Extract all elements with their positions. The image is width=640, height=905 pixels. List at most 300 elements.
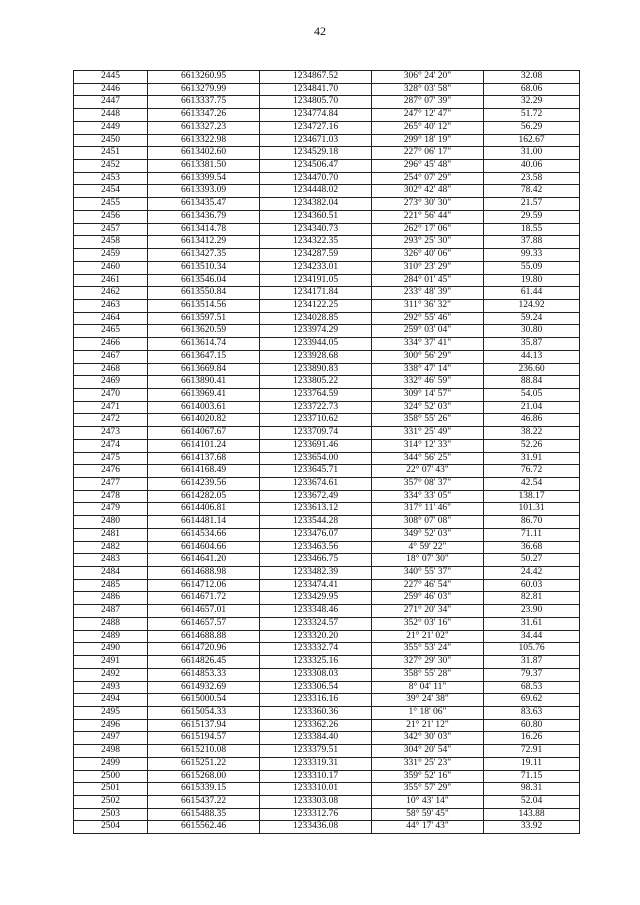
x-coordinate-cell: 6613647.15 [148, 350, 260, 363]
x-coordinate-cell: 6613435.47 [148, 198, 260, 211]
distance-cell: 24.42 [484, 567, 580, 580]
distance-cell: 56.29 [484, 121, 580, 134]
point-number-cell: 2504 [74, 821, 148, 834]
distance-cell: 31.91 [484, 452, 580, 465]
distance-cell: 60.03 [484, 579, 580, 592]
point-number-cell: 2473 [74, 427, 148, 440]
point-number-cell: 2487 [74, 605, 148, 618]
x-coordinate-cell: 6614688.98 [148, 567, 260, 580]
distance-cell: 46.86 [484, 414, 580, 427]
bearing-cell: 259° 03' 04" [372, 325, 484, 338]
point-number-cell: 2495 [74, 706, 148, 719]
x-coordinate-cell: 6615339.15 [148, 783, 260, 796]
y-coordinate-cell: 1234382.04 [260, 198, 372, 211]
x-coordinate-cell: 6613402.60 [148, 147, 260, 160]
point-number-cell: 2498 [74, 745, 148, 758]
table-row [74, 134, 580, 147]
distance-cell: 50.27 [484, 554, 580, 567]
distance-cell: 40.06 [484, 160, 580, 173]
table-row [74, 121, 580, 134]
y-coordinate-cell: 1233944.05 [260, 338, 372, 351]
distance-cell: 82.81 [484, 592, 580, 605]
distance-cell: 19.80 [484, 274, 580, 287]
bearing-cell: 304° 20' 54" [372, 745, 484, 758]
y-coordinate-cell: 1234340.73 [260, 223, 372, 236]
bearing-cell: 344° 56' 25" [372, 452, 484, 465]
distance-cell: 37.88 [484, 236, 580, 249]
x-coordinate-cell: 6614239.56 [148, 478, 260, 491]
table-row [74, 350, 580, 363]
x-coordinate-cell: 6613327.23 [148, 121, 260, 134]
y-coordinate-cell: 1233482.39 [260, 567, 372, 580]
distance-cell: 88.84 [484, 376, 580, 389]
x-coordinate-cell: 6614003.61 [148, 401, 260, 414]
table-row [74, 592, 580, 605]
y-coordinate-cell: 1234191.05 [260, 274, 372, 287]
table-row [74, 71, 580, 84]
x-coordinate-cell: 6613620.59 [148, 325, 260, 338]
bearing-cell: 309° 14' 57" [372, 388, 484, 401]
distance-cell: 21.04 [484, 401, 580, 414]
table-row [74, 147, 580, 160]
bearing-cell: 8° 04' 11" [372, 681, 484, 694]
distance-cell: 143.88 [484, 808, 580, 821]
x-coordinate-cell: 6615000.54 [148, 694, 260, 707]
point-number-cell: 2453 [74, 172, 148, 185]
bearing-cell: 265° 40' 12" [372, 121, 484, 134]
y-coordinate-cell: 1234448.02 [260, 185, 372, 198]
table-row [74, 821, 580, 834]
point-number-cell: 2479 [74, 503, 148, 516]
table-row [74, 160, 580, 173]
bearing-cell: 310° 23' 29" [372, 261, 484, 274]
bearing-cell: 284° 01' 45" [372, 274, 484, 287]
table-row [74, 732, 580, 745]
y-coordinate-cell: 1234233.01 [260, 261, 372, 274]
y-coordinate-cell: 1233348.46 [260, 605, 372, 618]
x-coordinate-cell: 6613597.51 [148, 312, 260, 325]
y-coordinate-cell: 1234322.35 [260, 236, 372, 249]
table-row [74, 719, 580, 732]
bearing-cell: 328° 03' 58" [372, 83, 484, 96]
table-row [74, 694, 580, 707]
x-coordinate-cell: 6613279.99 [148, 83, 260, 96]
point-number-cell: 2461 [74, 274, 148, 287]
distance-cell: 236.60 [484, 363, 580, 376]
distance-cell: 68.53 [484, 681, 580, 694]
point-number-cell: 2485 [74, 579, 148, 592]
distance-cell: 44.13 [484, 350, 580, 363]
distance-cell: 76.72 [484, 465, 580, 478]
bearing-cell: 4° 59' 22" [372, 541, 484, 554]
bearing-cell: 22° 07' 43" [372, 465, 484, 478]
bearing-cell: 296° 45' 48" [372, 160, 484, 173]
table-row [74, 656, 580, 669]
distance-cell: 124.92 [484, 299, 580, 312]
bearing-cell: 326° 40' 06" [372, 249, 484, 262]
distance-cell: 54.05 [484, 388, 580, 401]
bearing-cell: 18° 07' 30" [372, 554, 484, 567]
distance-cell: 19.11 [484, 757, 580, 770]
distance-cell: 16.26 [484, 732, 580, 745]
point-number-cell: 2450 [74, 134, 148, 147]
distance-cell: 83.63 [484, 706, 580, 719]
point-number-cell: 2478 [74, 490, 148, 503]
point-number-cell: 2502 [74, 795, 148, 808]
distance-cell: 105.76 [484, 643, 580, 656]
distance-cell: 60.80 [484, 719, 580, 732]
bearing-cell: 311° 36' 32" [372, 299, 484, 312]
x-coordinate-cell: 6614657.01 [148, 605, 260, 618]
table-row [74, 795, 580, 808]
x-coordinate-cell: 6615210.08 [148, 745, 260, 758]
point-number-cell: 2467 [74, 350, 148, 363]
bearing-cell: 10° 43' 14" [372, 795, 484, 808]
point-number-cell: 2501 [74, 783, 148, 796]
point-number-cell: 2464 [74, 312, 148, 325]
y-coordinate-cell: 1233974.29 [260, 325, 372, 338]
x-coordinate-cell: 6614168.49 [148, 465, 260, 478]
table-row [74, 554, 580, 567]
bearing-cell: 332° 46' 59" [372, 376, 484, 389]
y-coordinate-cell: 1234867.52 [260, 71, 372, 84]
point-number-cell: 2452 [74, 160, 148, 173]
distance-cell: 68.06 [484, 83, 580, 96]
distance-cell: 29.59 [484, 210, 580, 223]
x-coordinate-cell: 6613393.09 [148, 185, 260, 198]
x-coordinate-cell: 6614826.45 [148, 656, 260, 669]
y-coordinate-cell: 1233379.51 [260, 745, 372, 758]
y-coordinate-cell: 1233466.75 [260, 554, 372, 567]
point-number-cell: 2459 [74, 249, 148, 262]
coordinates-table [73, 70, 580, 834]
table-row [74, 465, 580, 478]
point-number-cell: 2488 [74, 617, 148, 630]
table-row [74, 681, 580, 694]
distance-cell: 36.68 [484, 541, 580, 554]
distance-cell: 32.08 [484, 71, 580, 84]
y-coordinate-cell: 1233384.40 [260, 732, 372, 745]
point-number-cell: 2481 [74, 528, 148, 541]
y-coordinate-cell: 1234774.84 [260, 109, 372, 122]
distance-cell: 21.57 [484, 198, 580, 211]
y-coordinate-cell: 1234171.84 [260, 287, 372, 300]
x-coordinate-cell: 6613890.41 [148, 376, 260, 389]
bearing-cell: 292° 55' 46" [372, 312, 484, 325]
x-coordinate-cell: 6613514.56 [148, 299, 260, 312]
bearing-cell: 358° 55' 26" [372, 414, 484, 427]
x-coordinate-cell: 6614101.24 [148, 439, 260, 452]
distance-cell: 71.11 [484, 528, 580, 541]
bearing-cell: 58° 59' 45" [372, 808, 484, 821]
distance-cell: 162.67 [484, 134, 580, 147]
x-coordinate-cell: 6614853.33 [148, 668, 260, 681]
y-coordinate-cell: 1233805.22 [260, 376, 372, 389]
table-row [74, 503, 580, 516]
point-number-cell: 2483 [74, 554, 148, 567]
y-coordinate-cell: 1233544.28 [260, 516, 372, 529]
distance-cell: 69.62 [484, 694, 580, 707]
point-number-cell: 2471 [74, 401, 148, 414]
x-coordinate-cell: 6614406.81 [148, 503, 260, 516]
x-coordinate-cell: 6614282.05 [148, 490, 260, 503]
y-coordinate-cell: 1234028.85 [260, 312, 372, 325]
y-coordinate-cell: 1233474.41 [260, 579, 372, 592]
point-number-cell: 2468 [74, 363, 148, 376]
bearing-cell: 299° 18' 19" [372, 134, 484, 147]
y-coordinate-cell: 1234805.70 [260, 96, 372, 109]
point-number-cell: 2486 [74, 592, 148, 605]
x-coordinate-cell: 6614604.66 [148, 541, 260, 554]
table-row [74, 261, 580, 274]
bearing-cell: 287° 07' 39" [372, 96, 484, 109]
bearing-cell: 21° 21' 12" [372, 719, 484, 732]
table-row [74, 668, 580, 681]
y-coordinate-cell: 1233710.62 [260, 414, 372, 427]
table-row [74, 757, 580, 770]
distance-cell: 31.61 [484, 617, 580, 630]
x-coordinate-cell: 6613347.26 [148, 109, 260, 122]
table-row [74, 579, 580, 592]
bearing-cell: 357° 08' 37" [372, 478, 484, 491]
y-coordinate-cell: 1234470.70 [260, 172, 372, 185]
table-row [74, 249, 580, 262]
y-coordinate-cell: 1233320.20 [260, 630, 372, 643]
distance-cell: 101.31 [484, 503, 580, 516]
bearing-cell: 300° 56' 29" [372, 350, 484, 363]
distance-cell: 51.72 [484, 109, 580, 122]
distance-cell: 52.26 [484, 439, 580, 452]
bearing-cell: 302° 42' 48" [372, 185, 484, 198]
point-number-cell: 2465 [74, 325, 148, 338]
distance-cell: 59.24 [484, 312, 580, 325]
point-number-cell: 2457 [74, 223, 148, 236]
bearing-cell: 327° 29' 30" [372, 656, 484, 669]
point-number-cell: 2484 [74, 567, 148, 580]
table-row [74, 630, 580, 643]
table-row [74, 338, 580, 351]
y-coordinate-cell: 1233654.00 [260, 452, 372, 465]
x-coordinate-cell: 6615562.46 [148, 821, 260, 834]
y-coordinate-cell: 1233362.26 [260, 719, 372, 732]
point-number-cell: 2449 [74, 121, 148, 134]
distance-cell: 138.17 [484, 490, 580, 503]
y-coordinate-cell: 1233722.73 [260, 401, 372, 414]
bearing-cell: 227° 46' 54" [372, 579, 484, 592]
y-coordinate-cell: 1233645.71 [260, 465, 372, 478]
x-coordinate-cell: 6613322.98 [148, 134, 260, 147]
bearing-cell: 324° 52' 03" [372, 401, 484, 414]
bearing-cell: 340° 55' 37" [372, 567, 484, 580]
point-number-cell: 2447 [74, 96, 148, 109]
x-coordinate-cell: 6614932.69 [148, 681, 260, 694]
x-coordinate-cell: 6614720.96 [148, 643, 260, 656]
bearing-cell: 39° 24' 38" [372, 694, 484, 707]
y-coordinate-cell: 1234506.47 [260, 160, 372, 173]
x-coordinate-cell: 6614020.82 [148, 414, 260, 427]
table-row [74, 325, 580, 338]
table-row [74, 388, 580, 401]
y-coordinate-cell: 1233306.54 [260, 681, 372, 694]
table-row [74, 172, 580, 185]
distance-cell: 31.00 [484, 147, 580, 160]
x-coordinate-cell: 6615268.00 [148, 770, 260, 783]
coordinates-table-body [74, 71, 580, 834]
table-row [74, 198, 580, 211]
y-coordinate-cell: 1233360.36 [260, 706, 372, 719]
bearing-cell: 259° 46' 03" [372, 592, 484, 605]
bearing-cell: 273° 30' 30" [372, 198, 484, 211]
x-coordinate-cell: 6614671.72 [148, 592, 260, 605]
x-coordinate-cell: 6613381.50 [148, 160, 260, 173]
point-number-cell: 2491 [74, 656, 148, 669]
point-number-cell: 2482 [74, 541, 148, 554]
point-number-cell: 2456 [74, 210, 148, 223]
y-coordinate-cell: 1233312.76 [260, 808, 372, 821]
table-row [74, 706, 580, 719]
y-coordinate-cell: 1233764.59 [260, 388, 372, 401]
bearing-cell: 21° 21' 02" [372, 630, 484, 643]
bearing-cell: 359° 52' 16" [372, 770, 484, 783]
y-coordinate-cell: 1233613.12 [260, 503, 372, 516]
distance-cell: 71.15 [484, 770, 580, 783]
distance-cell: 79.37 [484, 668, 580, 681]
distance-cell: 30.80 [484, 325, 580, 338]
y-coordinate-cell: 1233928.68 [260, 350, 372, 363]
table-row [74, 770, 580, 783]
point-number-cell: 2496 [74, 719, 148, 732]
table-row [74, 223, 580, 236]
x-coordinate-cell: 6614641.20 [148, 554, 260, 567]
x-coordinate-cell: 6615137.94 [148, 719, 260, 732]
table-row [74, 783, 580, 796]
point-number-cell: 2448 [74, 109, 148, 122]
distance-cell: 55.09 [484, 261, 580, 274]
y-coordinate-cell: 1233476.07 [260, 528, 372, 541]
point-number-cell: 2475 [74, 452, 148, 465]
table-row [74, 643, 580, 656]
x-coordinate-cell: 6613436.79 [148, 210, 260, 223]
x-coordinate-cell: 6614712.06 [148, 579, 260, 592]
bearing-cell: 221° 56' 44" [372, 210, 484, 223]
table-row [74, 605, 580, 618]
x-coordinate-cell: 6613614.74 [148, 338, 260, 351]
table-row [74, 567, 580, 580]
table-row [74, 287, 580, 300]
table-row [74, 210, 580, 223]
x-coordinate-cell: 6615054.33 [148, 706, 260, 719]
distance-cell: 23.58 [484, 172, 580, 185]
distance-cell: 38.22 [484, 427, 580, 440]
x-coordinate-cell: 6614534.66 [148, 528, 260, 541]
bearing-cell: 358° 55' 28" [372, 668, 484, 681]
x-coordinate-cell: 6613399.54 [148, 172, 260, 185]
x-coordinate-cell: 6613969.41 [148, 388, 260, 401]
point-number-cell: 2446 [74, 83, 148, 96]
y-coordinate-cell: 1233310.01 [260, 783, 372, 796]
bearing-cell: 338° 47' 14" [372, 363, 484, 376]
bearing-cell: 342° 30' 03" [372, 732, 484, 745]
distance-cell: 34.44 [484, 630, 580, 643]
point-number-cell: 2466 [74, 338, 148, 351]
y-coordinate-cell: 1233436.08 [260, 821, 372, 834]
table-row [74, 109, 580, 122]
x-coordinate-cell: 6613510.34 [148, 261, 260, 274]
point-number-cell: 2469 [74, 376, 148, 389]
table-row [74, 528, 580, 541]
y-coordinate-cell: 1233319.31 [260, 757, 372, 770]
x-coordinate-cell: 6614657.57 [148, 617, 260, 630]
distance-cell: 32.29 [484, 96, 580, 109]
point-number-cell: 2492 [74, 668, 148, 681]
y-coordinate-cell: 1233429.95 [260, 592, 372, 605]
bearing-cell: 308° 07' 08" [372, 516, 484, 529]
x-coordinate-cell: 6615194.57 [148, 732, 260, 745]
bearing-cell: 306° 24' 20" [372, 71, 484, 84]
table-row [74, 745, 580, 758]
y-coordinate-cell: 1233316.16 [260, 694, 372, 707]
table-row [74, 478, 580, 491]
y-coordinate-cell: 1233890.83 [260, 363, 372, 376]
y-coordinate-cell: 1233324.57 [260, 617, 372, 630]
bearing-cell: 227° 06' 17" [372, 147, 484, 160]
y-coordinate-cell: 1233332.74 [260, 643, 372, 656]
y-coordinate-cell: 1233691.46 [260, 439, 372, 452]
bearing-cell: 352° 03' 16" [372, 617, 484, 630]
distance-cell: 18.55 [484, 223, 580, 236]
distance-cell: 99.33 [484, 249, 580, 262]
x-coordinate-cell: 6613412.29 [148, 236, 260, 249]
y-coordinate-cell: 1233672.49 [260, 490, 372, 503]
x-coordinate-cell: 6613546.04 [148, 274, 260, 287]
point-number-cell: 2474 [74, 439, 148, 452]
page-number: 42 [314, 24, 326, 38]
point-number-cell: 2460 [74, 261, 148, 274]
table-row [74, 516, 580, 529]
bearing-cell: 293° 25' 30" [372, 236, 484, 249]
point-number-cell: 2454 [74, 185, 148, 198]
distance-cell: 42.54 [484, 478, 580, 491]
table-row [74, 376, 580, 389]
point-number-cell: 2494 [74, 694, 148, 707]
x-coordinate-cell: 6614688.88 [148, 630, 260, 643]
table-row [74, 312, 580, 325]
table-row [74, 414, 580, 427]
table-row [74, 427, 580, 440]
x-coordinate-cell: 6613669.84 [148, 363, 260, 376]
distance-cell: 86.70 [484, 516, 580, 529]
bearing-cell: 317° 11' 46" [372, 503, 484, 516]
distance-cell: 23.90 [484, 605, 580, 618]
point-number-cell: 2472 [74, 414, 148, 427]
table-row [74, 96, 580, 109]
point-number-cell: 2462 [74, 287, 148, 300]
table-row [74, 439, 580, 452]
distance-cell: 35.87 [484, 338, 580, 351]
y-coordinate-cell: 1233310.17 [260, 770, 372, 783]
y-coordinate-cell: 1234841.70 [260, 83, 372, 96]
y-coordinate-cell: 1233674.61 [260, 478, 372, 491]
bearing-cell: 314° 12' 33" [372, 439, 484, 452]
distance-cell: 33.92 [484, 821, 580, 834]
table-row [74, 541, 580, 554]
y-coordinate-cell: 1234122.25 [260, 299, 372, 312]
bearing-cell: 233° 48' 39" [372, 287, 484, 300]
y-coordinate-cell: 1233308.03 [260, 668, 372, 681]
table-row [74, 299, 580, 312]
table-row [74, 617, 580, 630]
point-number-cell: 2497 [74, 732, 148, 745]
